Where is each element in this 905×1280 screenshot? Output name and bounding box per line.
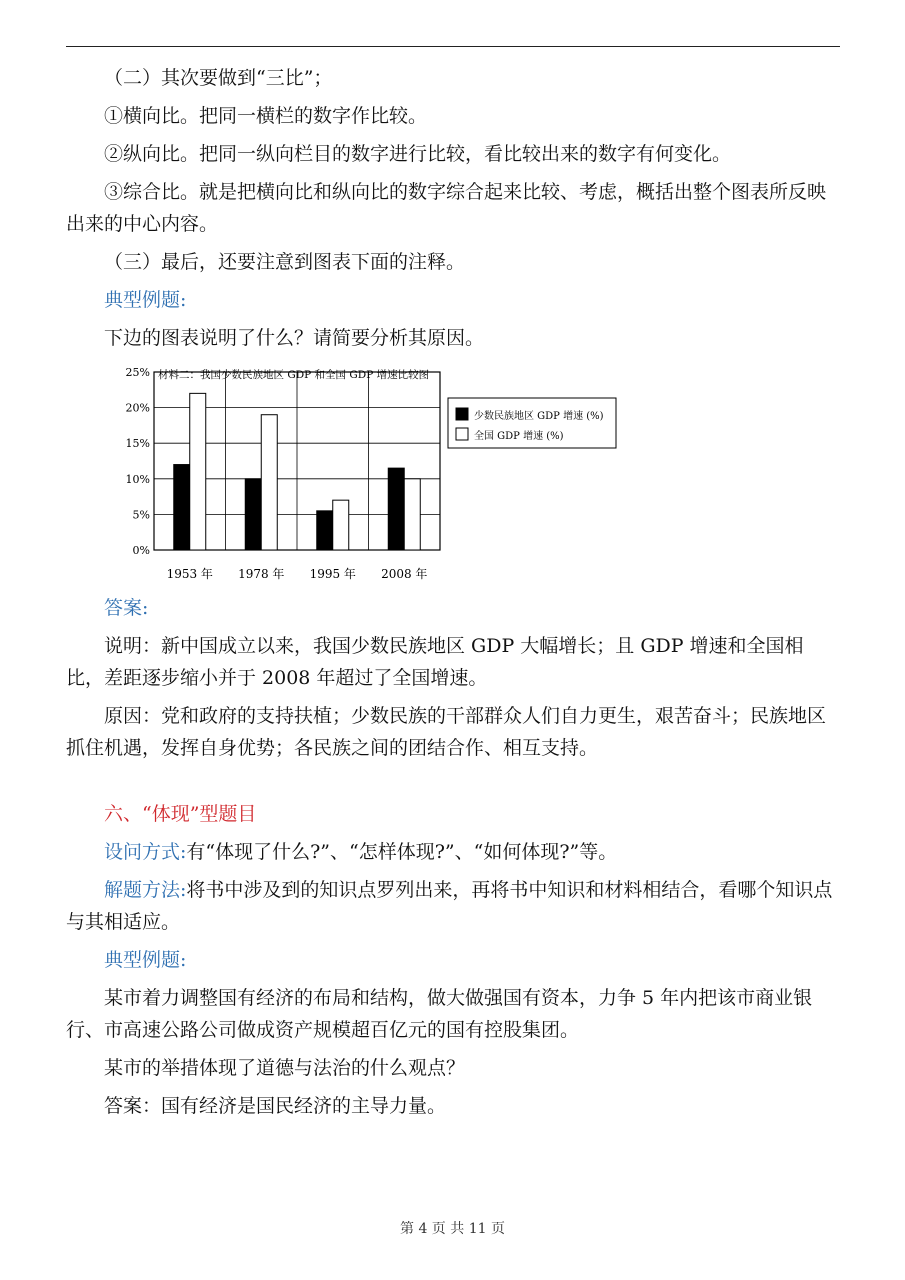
y-tick-label: 20% [125,401,150,415]
page-content [66,62,840,1128]
bar [245,479,261,550]
x-tick-label: 1995 年 [309,567,356,581]
gdp-chart [110,360,630,588]
bar [333,500,349,550]
y-tick-label: 10% [125,472,150,486]
x-tick-label: 2008 年 [381,567,428,581]
legend-label: 全国 GDP 增速 (%) [474,431,564,442]
method-text: 将书中涉及到的知识点罗列出来，再将书中知识和材料相结合，看哪个知识点与其相适应。 [66,879,833,933]
example-label-1: 典型例题: [104,289,187,311]
y-tick-label: 0% [132,544,150,557]
solve-method-line [66,874,840,938]
bar [404,479,420,550]
x-tick-label: 1953 年 [166,567,213,581]
para-vertical: ②纵向比。把同一纵向栏目的数字进行比较，看比较出来的数字有何变化。 [104,143,732,165]
x-tick-label: 1978 年 [238,567,285,581]
method-label: 解题方法: [104,879,187,901]
section-title: 六、“体现”型题目 [104,803,257,825]
para-horizontal: ①横向比。把同一横栏的数字作比较。 [104,105,428,127]
answer-2: 答案：国有经济是国民经济的主导力量。 [104,1095,447,1117]
answer-label-1: 答案: [104,597,149,619]
bar [190,393,206,550]
ask-method-line [66,836,840,868]
page-footer: 第 4 页 共 11 页 [400,1221,505,1237]
bar [388,468,404,550]
ask-label: 设问方式: [104,841,187,863]
ask-text: 有“体现了什么?”、“怎样体现?”、“如何体现?”等。 [186,841,618,863]
example-label-2: 典型例题: [104,949,187,971]
y-tick-label: 25% [125,366,150,379]
answer-1-explain: 说明：新中国成立以来，我国少数民族地区 GDP 大幅增长；且 GDP 增速和全国相比，差距逐步缩小并于 2008 年超过了全国增速。 [66,635,804,689]
question-2: 某市的举措体现了道德与法治的什么观点？ [104,1057,466,1079]
para-notes: （三）最后，还要注意到图表下面的注释。 [104,251,466,273]
legend-swatch [456,408,468,420]
bar [261,415,277,550]
para-three-compare: （二）其次要做到“三比”； [104,67,333,89]
y-tick-label: 15% [125,437,150,451]
legend-swatch [456,428,468,440]
bar [174,465,190,550]
answer-1-reason: 原因：党和政府的支持扶植；少数民族的干部群众人们自力更生，艰苦奋斗；民族地区抓住机遇，发挥自身优势；各民族之间的团结合作、相互支持。 [66,705,827,759]
y-tick-label: 5% [132,508,150,522]
question-1: 下边的图表说明了什么？请简要分析其原因。 [104,327,485,349]
example-2-text: 某市着力调整国有经济的布局和结构，做大做强国有资本，力争 5 年内把该市商业银行、市高速公路公司做成资产规模超百亿元的国有控股集团。 [66,987,813,1041]
header-rule [66,46,840,47]
bar [317,511,333,550]
gdp-chart-svg [110,360,630,588]
chart-title: 材料二：我国少数民族地区 GDP 和全国 GDP 增速比较图 [158,369,430,381]
legend-label: 少数民族地区 GDP 增速 (%) [474,411,604,422]
para-combined: ③综合比。就是把横向比和纵向比的数字综合起来比较、考虑，概括出整个图表所反映出来的中心内容。 [66,181,827,235]
